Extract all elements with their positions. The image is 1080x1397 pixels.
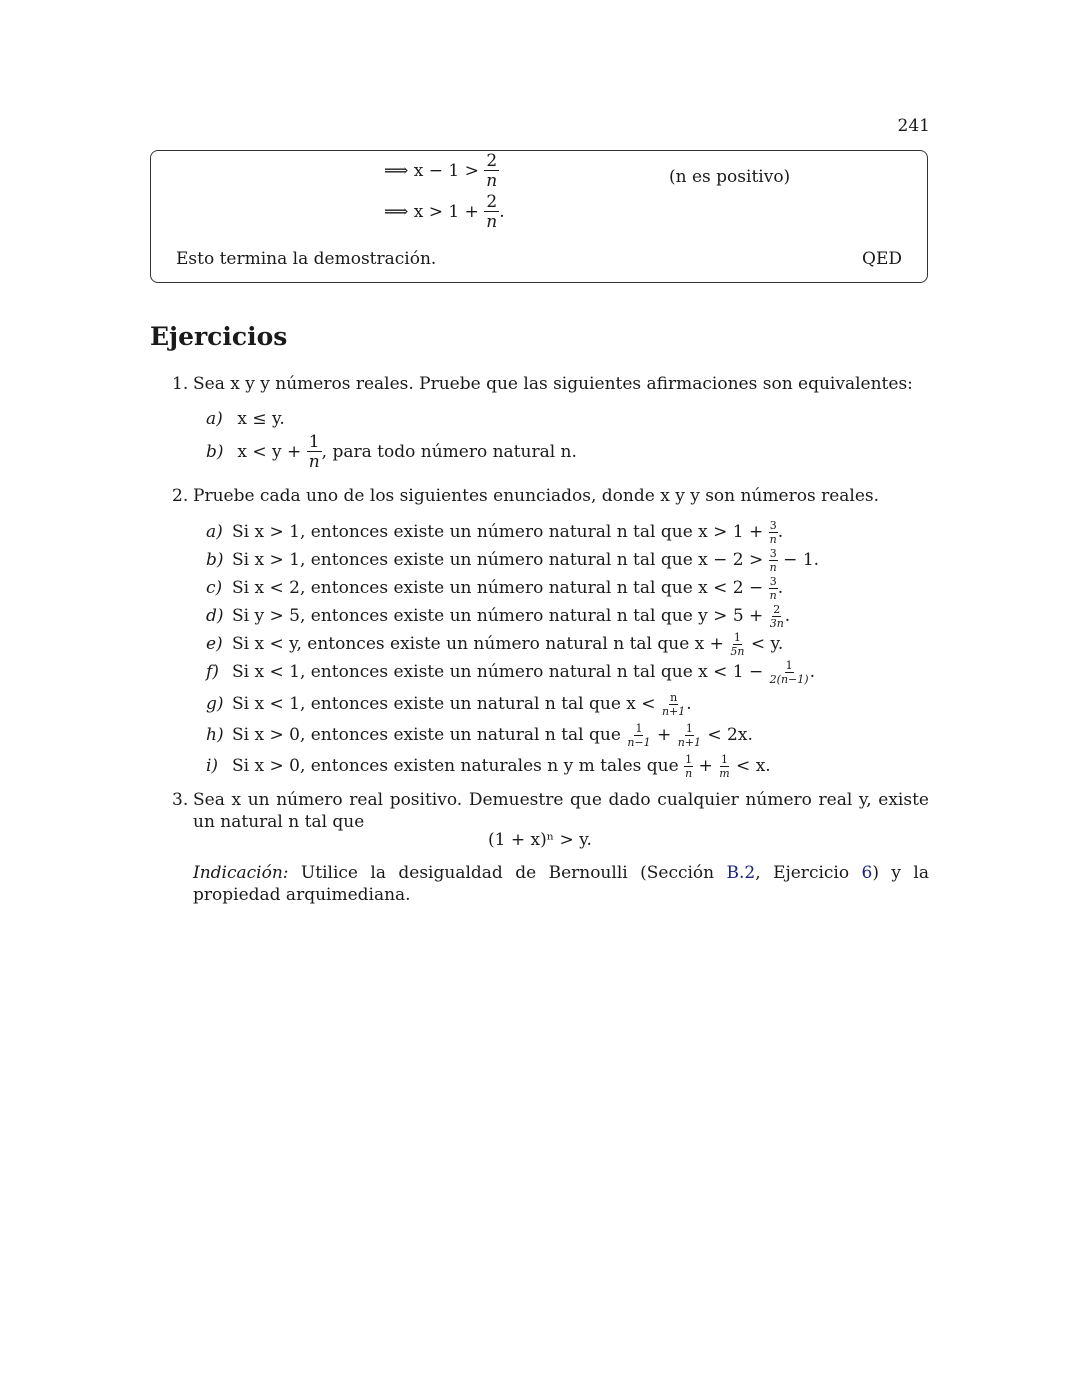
frac-den: n+1 [661,705,686,718]
frac-num: 2 [486,192,498,212]
frac-num: 1 [635,722,643,735]
exercise-2-item [206,723,753,748]
fraction [769,548,778,573]
item-label: d) [206,606,224,626]
frac-num: 1 [733,631,741,644]
item-suffix: , para todo número natural n. [321,442,577,462]
item-text: Si x < y, entonces existe un número natural n tal que x + [232,634,730,654]
frac-num: 1 [685,722,693,735]
item-label: i) [206,756,219,776]
fraction [307,434,322,471]
frac-num: 1 [720,753,728,766]
fraction [484,194,499,231]
item-text: Si x < 1, entonces existe un natural n tal que x < [232,694,661,714]
page-number: 241 [897,116,930,136]
proof-box [150,150,928,283]
frac-num: 1 [308,432,320,452]
qed-mark: QED [862,249,902,269]
exercise-2-item [206,548,819,573]
section-link[interactable]: B.2 [726,863,756,883]
frac-den: n+1 [677,736,701,749]
item-end: . [777,522,784,542]
item-label: g) [206,694,224,714]
exercise-1-item-a [206,409,285,429]
item-text: Si x < 2, entonces existe un número natural n tal que x < 2 − [232,578,769,598]
item-text: Si x > 1, entonces existe un número natural n tal que x − 2 > [232,550,769,570]
item-label: h) [206,725,224,745]
frac-den: n [486,171,498,191]
fraction [769,604,785,629]
exercise-2-item [206,692,692,717]
item-operator: + [651,725,677,745]
hint-text: , Ejercicio [755,863,862,883]
display-equation: (1 + x)ⁿ > y. [488,830,592,850]
item-text: Si x < 1, entonces existe un número natural n tal que x < 1 − [232,662,769,682]
frac-num: 2 [773,603,781,616]
hint-paragraph [193,862,929,906]
proof-line-2-end: . [499,202,505,222]
fraction [684,754,693,779]
frac-den: n [769,561,777,574]
fraction [484,153,499,190]
item-label: b) [206,550,224,570]
frac-num: 3 [769,547,777,560]
fraction [729,632,745,657]
frac-den: n [685,767,693,780]
item-label: e) [206,634,223,654]
exercise-1-item-b [206,434,577,471]
fraction [718,754,730,779]
section-title: Ejercicios [150,322,288,351]
exercise-2-item [206,520,783,545]
item-end: . [784,606,791,626]
frac-num: 3 [769,519,777,532]
exercise-2-item [206,632,783,657]
frac-den: n [769,533,777,546]
item-operator: + [693,756,719,776]
item-text: x ≤ y. [237,409,285,429]
frac-den: 3n [769,617,784,630]
frac-num: 3 [769,575,777,588]
frac-num: 1 [685,753,693,766]
proof-note: (n es positivo) [669,167,791,187]
exercise-text: Sea x y y números reales. Pruebe que las siguientes afirmaciones son equivalentes: [193,374,913,394]
proof-line-1-text: ⟹ x − 1 > [384,161,479,181]
frac-den: n [486,212,498,232]
item-end: < x. [730,756,771,776]
fraction [626,723,651,748]
item-label: a) [206,409,223,429]
frac-den: n−1 [627,736,651,749]
item-text: Si x > 1, entonces existe un número natural n tal que x > 1 + [232,522,769,542]
hint-text: ) y la propiedad arquimediana. [193,863,929,905]
item-end: . [686,694,692,714]
proof-line-1 [384,153,499,190]
exercise-text: Pruebe cada uno de los siguientes enunciados, donde x y y son números reales. [193,486,880,506]
frac-den: m [719,767,730,780]
proof-line-2 [384,194,505,231]
exercise-2-item [206,576,783,601]
exercise-number: 3. [172,790,189,810]
item-label: f) [206,662,219,682]
proof-end-row [176,249,902,269]
item-text: x < y + [237,442,302,462]
proof-closing-text: Esto termina la demostración. [176,249,437,269]
item-end: < 2x. [702,725,753,745]
exercise-link[interactable]: 6 [861,863,873,883]
hint-label: Indicación: [193,863,289,883]
exercise-2-item [206,754,771,779]
frac-num: n [670,691,678,704]
item-label: c) [206,578,223,598]
fraction [769,520,778,545]
exercise-number: 2. [172,486,189,506]
frac-num: 2 [486,151,498,171]
fraction [769,660,810,685]
fraction [677,723,702,748]
item-text: Si x > 0, entonces existen naturales n y m tales que [232,756,685,776]
item-label: a) [206,522,223,542]
item-end: . [809,662,815,682]
item-label: b) [206,442,224,462]
frac-den: 5n [730,645,745,658]
fraction [661,692,686,717]
item-text: Si x > 0, entonces existe un natural n tal que [232,725,627,745]
fraction [769,576,778,601]
item-end: − 1. [777,550,820,570]
frac-num: 1 [785,659,793,672]
item-end: < y. [745,634,784,654]
frac-den: n [308,452,320,472]
exercise-number: 1. [172,374,189,394]
item-text: Si y > 5, entonces existe un número natural n tal que y > 5 + [232,606,769,626]
exercise-text: Sea x un número real positivo. Demuestre que dado cualquier número real y, existe un natural n tal que [193,790,929,832]
exercise-2-item [206,660,815,685]
hint-text: Utilice la desigualdad de Bernoulli (Sección [288,863,727,883]
item-end: . [777,578,784,598]
frac-den: n [769,589,777,602]
frac-den: 2(n−1) [769,673,809,686]
exercise-2-item [206,604,790,629]
proof-line-2-text: ⟹ x > 1 + [384,202,479,222]
